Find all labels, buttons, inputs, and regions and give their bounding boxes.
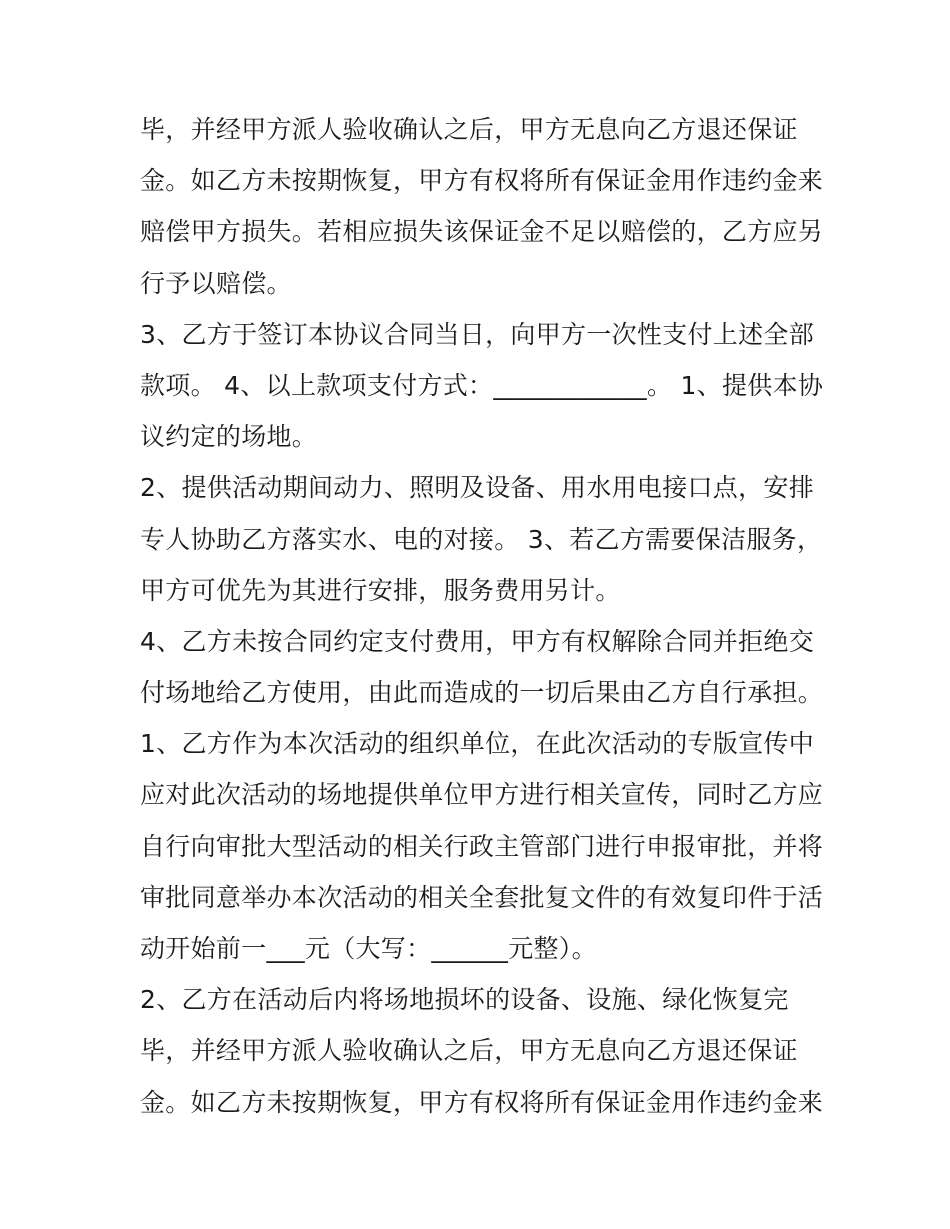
text-line: 付场地给乙方使用，由此而造成的一切后果由乙方自行承担。 — [140, 678, 824, 708]
text-line: 自行向审批大型活动的相关行政主管部门进行申报审批，并将 — [140, 831, 824, 861]
text-line: 1、乙方作为本次活动的组织单位，在此次活动的专版宣传中 — [140, 729, 815, 759]
text-line: 专人协助乙方落实水、电的对接。 3、若乙方需要保洁服务， — [140, 524, 823, 554]
text-line: 2、乙方在活动后内将场地损坏的设备、设施、绿化恢复完 — [140, 985, 789, 1015]
text-line: 2、提供活动期间动力、照明及设备、用水用电接口点，安排 — [140, 473, 815, 503]
text-line: 3、乙方于签订本协议合同当日，向甲方一次性支付上述全部 — [140, 319, 815, 349]
text-line: 行予以赔偿。 — [140, 268, 292, 298]
text-line: 审批同意举办本次活动的相关全套批复文件的有效复印件于活 — [140, 882, 824, 912]
text-line: 款项。 4、以上款项支付方式：____________。 1、提供本协 — [140, 370, 824, 400]
document-body — [140, 104, 824, 1128]
text-line: 动开始前一___元（大写：______元整）。 — [140, 934, 597, 963]
text-line: 毕，并经甲方派人验收确认之后，甲方无息向乙方退还保证 — [140, 1036, 798, 1066]
text-line: 毕，并经甲方派人验收确认之后，甲方无息向乙方退还保证 — [140, 115, 798, 144]
text-line: 甲方可优先为其进行安排，服务费用另计。 — [140, 575, 621, 605]
text-line: 金。如乙方未按期恢复，甲方有权将所有保证金用作违约金来 — [140, 1087, 824, 1117]
text-line: 议约定的场地。 — [140, 422, 318, 452]
text-line: 4、乙方未按合同约定支付费用，甲方有权解除合同并拒绝交 — [140, 626, 815, 656]
text-line: 赔偿甲方损失。若相应损失该保证金不足以赔偿的，乙方应另 — [140, 217, 824, 247]
text-line: 金。如乙方未按期恢复，甲方有权将所有保证金用作违约金来 — [140, 166, 824, 196]
text-line: 应对此次活动的场地提供单位甲方进行相关宣传，同时乙方应 — [140, 780, 824, 810]
